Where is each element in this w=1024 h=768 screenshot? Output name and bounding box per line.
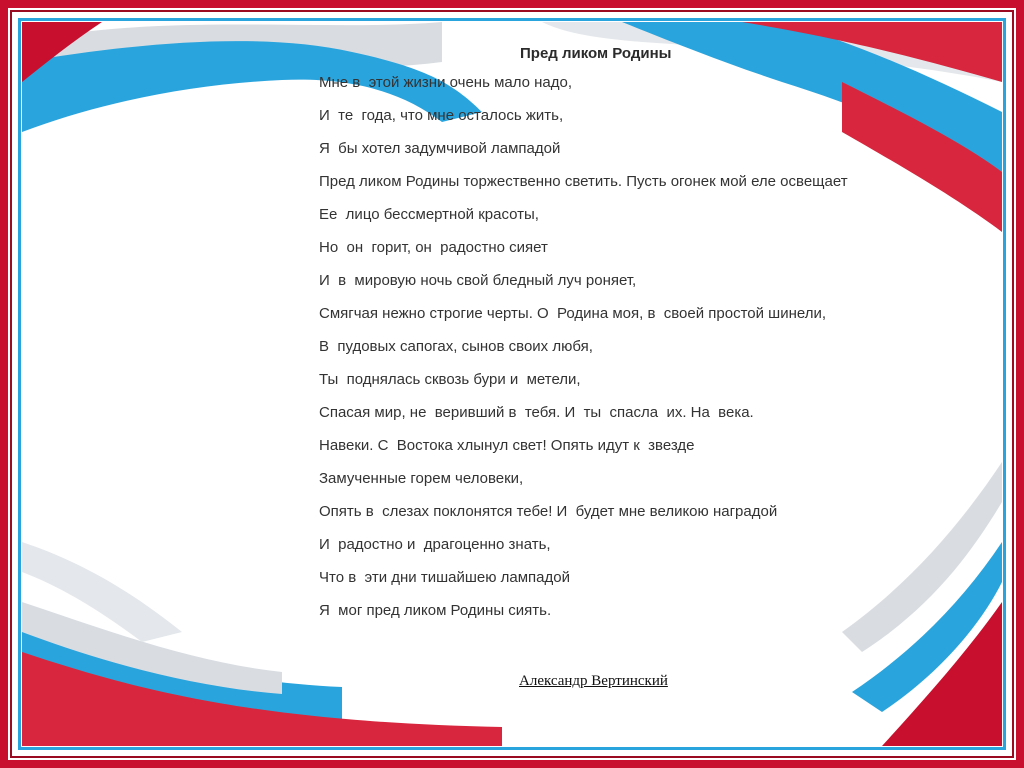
poem-line: Опять в слезах поклонятся тебе! И будет мне великою наградой <box>319 503 778 520</box>
poem-line: Я мог пред ликом Родины сиять. <box>319 602 552 619</box>
poem-line: Ее лицо бессмертной красоты, <box>319 206 539 223</box>
poem-line: Мне в этой жизни очень мало надо, <box>319 74 573 91</box>
poem-lines <box>319 70 848 631</box>
poem-line: И в мировую ночь свой бледный луч роняет, <box>319 272 637 289</box>
poem-line: Навеки. С Востока хлынул свет! Опять идут к звезде <box>319 437 695 454</box>
poem-line: Я бы хотел задумчивой лампадой <box>319 140 561 157</box>
poem-line: И те года, что мне осталось жить, <box>319 107 564 124</box>
poem-title: Пред ликом Родины <box>520 45 672 62</box>
poem-line: И радостно и драгоценно знать, <box>319 536 551 553</box>
poem-line: Ты поднялась сквозь бури и метели, <box>319 371 581 388</box>
poem-line: Спасая мир, не веривший в тебя. И ты спасла их. На века. <box>319 404 754 421</box>
poem-line: Но он горит, он радостно сияет <box>319 239 548 256</box>
author-name: Александр Вертинский <box>519 673 668 689</box>
poem-line: Что в эти дни тишайшею лампадой <box>319 569 570 586</box>
poem-line: Пред ликом Родины торжественно светить. Пусть огонек мой еле освещает <box>319 173 848 190</box>
poem-line: Замученные горем человеки, <box>319 470 524 487</box>
poem-line: Смягчая нежно строгие черты. О Родина моя, в своей простой шинели, <box>319 305 827 322</box>
poem-line: В пудовых сапогах, сынов своих любя, <box>319 338 593 355</box>
